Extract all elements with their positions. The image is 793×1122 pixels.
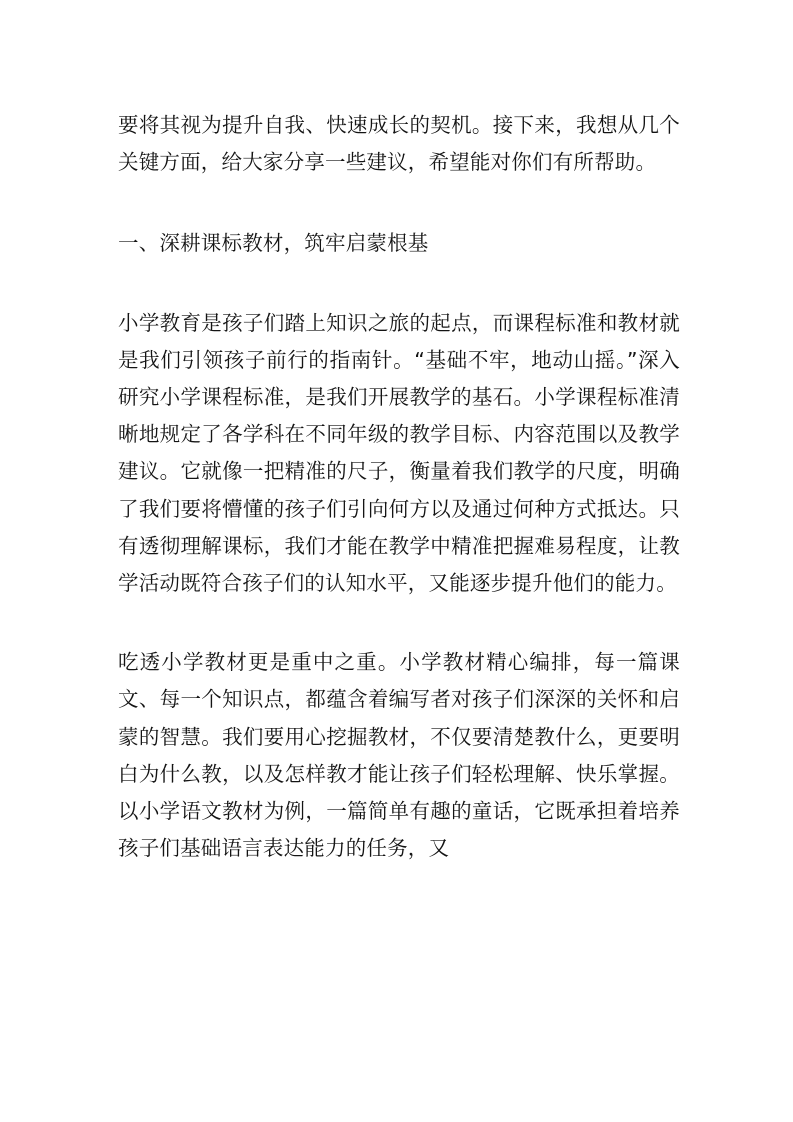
document-page — [118, 107, 680, 867]
paragraph-curriculum-standards: 小学教育是孩子们踏上知识之旅的起点，而课程标准和教材就是我们引领孩子前行的指南针。“基础不牢，地动山摇。”深入研究小学课程标准，是我们开展教学的基石。小学课程标准清晰地规定了各学科在不同年级的教学目标、内容范围以及教学建议。它就像一把精准的尺子，衡量着我们教学的尺度，明确了我们要将懵懂的孩子们引向何方以及通过何种方式抵达。只有透彻理解课标，我们才能在教学中精准把握难易程度，让教学活动既符合孩子们的认知水平，又能逐步提升他们的能力。 — [118, 310, 680, 596]
paragraph-textbook: 吃透小学教材更是重中之重。小学教材精心编排，每一篇课文、每一个知识点，都蕴含着编写者对孩子们深深的关怀和启蒙的智慧。我们要用心挖掘教材，不仅要清楚教什么，更要明白为什么教，以及怎样教才能让孩子们轻松理解、快乐掌握。以小学语文教材为例，一篇简单有趣的童话，它既承担着培养孩子们基础语言表达能力的任务，又 — [118, 650, 680, 861]
section-heading: 一、深耕课标教材，筑牢启蒙根基 — [118, 231, 429, 256]
paragraph-intro: 要将其视为提升自我、快速成长的契机。接下来，我想从几个关键方面，给大家分享一些建议，希望能对你们有所帮助。 — [118, 113, 680, 175]
